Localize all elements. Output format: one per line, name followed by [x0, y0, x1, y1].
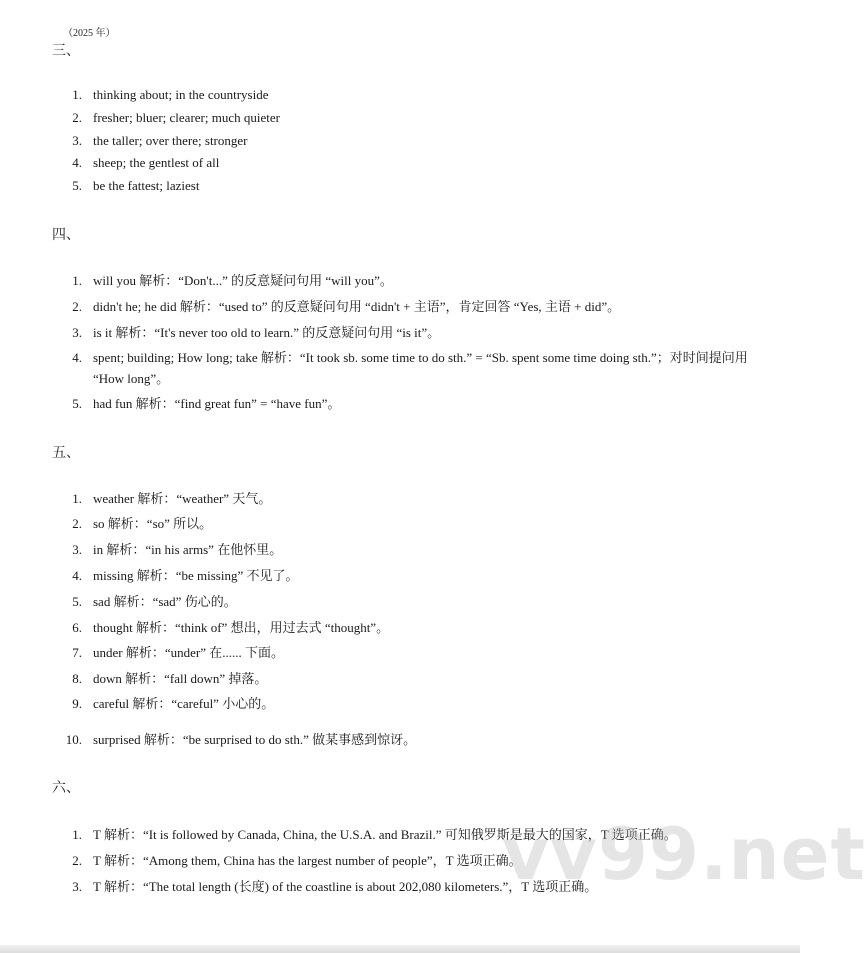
item-text: down 解析：“fall down” 掉落。: [93, 671, 268, 686]
item-number: 1.: [72, 273, 82, 288]
item-text: surprised 解析：“be surprised to do sth.” 做某事感到惊讶。: [93, 732, 417, 747]
item-number: 2.: [72, 110, 82, 125]
item-text: thinking about; in the countryside: [93, 87, 269, 102]
item-number: 1.: [72, 827, 82, 842]
item-number: 10.: [65, 732, 82, 747]
section-title-4: 四、: [52, 228, 80, 243]
item-number: 8.: [72, 671, 82, 686]
section-title-3: 三、: [52, 44, 80, 59]
page-bottom-edge: [0, 945, 800, 953]
item-text: weather 解析：“weather” 天气。: [93, 491, 272, 506]
item-text: had fun 解析：“find great fun” = “have fun”。: [93, 396, 341, 411]
item-number: 3.: [72, 133, 82, 148]
watermark: vv99.net: [502, 812, 866, 896]
item-text: in 解析：“in his arms” 在他怀里。: [93, 542, 283, 557]
item-number: 1.: [72, 87, 82, 102]
year-label: （2025 年）: [63, 28, 116, 39]
item-text: fresher; bluer; clearer; much quieter: [93, 110, 280, 125]
item-text: so 解析：“so” 所以。: [93, 516, 213, 531]
item-text: sad 解析：“sad” 伤心的。: [93, 594, 237, 609]
item-number: 5.: [72, 594, 82, 609]
section-title-5: 五、: [52, 446, 80, 461]
item-text: missing 解析：“be missing” 不见了。: [93, 568, 299, 583]
item-number: 6.: [72, 620, 82, 635]
item-text: will you 解析：“Don't...” 的反意疑问句用 “will you”。: [93, 273, 393, 288]
item-number: 2.: [72, 299, 82, 314]
item-text: T 解析：“Among them, China has the largest number of people”，T 选项正确。: [93, 853, 522, 868]
item-text: is it 解析：“It's never too old to learn.” 的反意疑问句用 “is it”。: [93, 325, 441, 340]
item-number: 4.: [72, 568, 82, 583]
item-text: sheep; the gentlest of all: [93, 155, 220, 170]
item-text: be the fattest; laziest: [93, 178, 200, 193]
item-text: the taller; over there; stronger: [93, 133, 248, 148]
item-number: 5.: [72, 178, 82, 193]
item-number: 2.: [72, 516, 82, 531]
item-number: 3.: [72, 879, 82, 894]
item-number: 4.: [72, 350, 82, 365]
item-text: under 解析：“under” 在...... 下面。: [93, 645, 284, 660]
item-number: 7.: [72, 645, 82, 660]
item-number: 5.: [72, 396, 82, 411]
item-text: spent; building; How long; take 解析：“It took sb. some time to do sth.” = “Sb. spent some time doing sth.”；对时间提问用 “How long”。: [93, 350, 748, 386]
item-number: 3.: [72, 325, 82, 340]
item-number: 2.: [72, 853, 82, 868]
item-text: didn't he; he did 解析：“used to” 的反意疑问句用 “didn't + 主语”，肯定回答 “Yes, 主语 + did”。: [93, 299, 621, 314]
section-title-6: 六、: [52, 781, 80, 796]
item-number: 4.: [72, 155, 82, 170]
item-text: T 解析：“The total length (长度) of the coastline is about 202,080 kilometers.”，T 选项正确。: [93, 879, 598, 894]
item-text: careful 解析：“careful” 小心的。: [93, 696, 275, 711]
item-text: T 解析：“It is followed by Canada, China, the U.S.A. and Brazil.” 可知俄罗斯是最大的国家，T 选项正确。: [93, 827, 677, 842]
item-number: 1.: [72, 491, 82, 506]
item-number: 9.: [72, 696, 82, 711]
item-number: 3.: [72, 542, 82, 557]
item-text: thought 解析：“think of” 想出，用过去式 “thought”。: [93, 620, 390, 635]
